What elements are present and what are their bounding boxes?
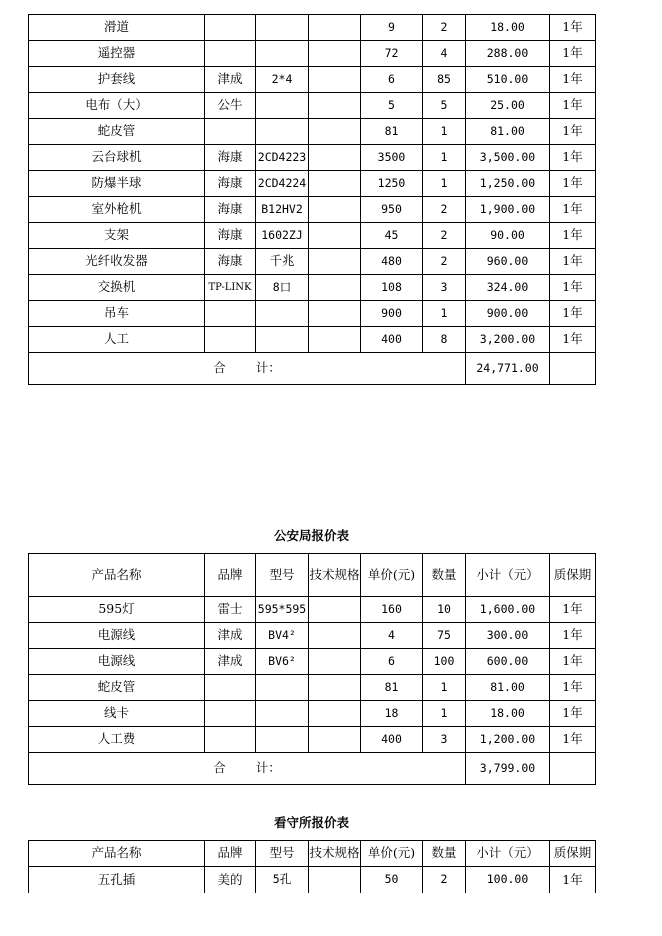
- police-quote-table: [28, 553, 596, 785]
- table-row: [29, 275, 596, 301]
- cell-qty: 1: [423, 119, 466, 145]
- cell-warranty: 1年: [550, 675, 596, 701]
- cell-price: 6: [361, 67, 423, 93]
- cell-warranty: 1年: [550, 727, 596, 753]
- table-row: [29, 701, 596, 727]
- cell-warranty: 1年: [550, 301, 596, 327]
- cell-price: 72: [361, 41, 423, 67]
- table-row: [29, 867, 596, 893]
- cell-name: 五孔插: [29, 867, 205, 893]
- cell-name: 人工: [29, 327, 205, 353]
- cell-qty: 2: [423, 223, 466, 249]
- cell-warranty: 1年: [550, 197, 596, 223]
- column-header-brand: 品牌: [205, 554, 256, 597]
- cell-spec: [309, 67, 361, 93]
- cell-brand: 美的: [205, 867, 256, 893]
- cell-model: 1602ZJ: [256, 223, 309, 249]
- table-row: [29, 675, 596, 701]
- column-header-spec: 技术规格: [309, 554, 361, 597]
- cell-subtotal: 81.00: [466, 675, 550, 701]
- cell-qty: 8: [423, 327, 466, 353]
- cell-brand: 海康: [205, 223, 256, 249]
- cell-warranty: 1年: [550, 145, 596, 171]
- cell-qty: 3: [423, 275, 466, 301]
- cell-spec: [309, 275, 361, 301]
- cell-model: [256, 301, 309, 327]
- cell-brand: [205, 41, 256, 67]
- total-label: [29, 753, 466, 785]
- column-header-spec: 技术规格: [309, 841, 361, 867]
- table-body: [29, 841, 596, 893]
- cell-model: 千兆: [256, 249, 309, 275]
- cell-model: 5孔: [256, 867, 309, 893]
- cell-spec: [309, 93, 361, 119]
- total-empty-cell: [550, 753, 596, 785]
- cell-warranty: 1年: [550, 171, 596, 197]
- cell-spec: [309, 119, 361, 145]
- table-body: [29, 15, 596, 385]
- column-header-model: 型号: [256, 554, 309, 597]
- cell-warranty: 1年: [550, 701, 596, 727]
- cell-subtotal: 100.00: [466, 867, 550, 893]
- table-row: [29, 327, 596, 353]
- cell-brand: 海康: [205, 249, 256, 275]
- cell-subtotal: 324.00: [466, 275, 550, 301]
- cell-price: 4: [361, 623, 423, 649]
- cell-spec: [309, 675, 361, 701]
- cell-price: 50: [361, 867, 423, 893]
- header-row: [29, 841, 596, 867]
- cell-subtotal: 1,200.00: [466, 727, 550, 753]
- cell-name: 光纤收发器: [29, 249, 205, 275]
- column-header-warranty: 质保期: [550, 841, 596, 867]
- column-header-price: 单价(元): [361, 841, 423, 867]
- cell-model: 2*4: [256, 67, 309, 93]
- cell-brand: 海康: [205, 197, 256, 223]
- cell-subtotal: 3,500.00: [466, 145, 550, 171]
- total-label-a: 合: [213, 360, 226, 376]
- cell-price: 480: [361, 249, 423, 275]
- cell-qty: 2: [423, 249, 466, 275]
- cell-qty: 5: [423, 93, 466, 119]
- detention-quote-table: [28, 840, 596, 893]
- cell-price: 400: [361, 727, 423, 753]
- cell-name: 交换机: [29, 275, 205, 301]
- column-header-qty: 数量: [423, 841, 466, 867]
- cell-name: 蛇皮管: [29, 675, 205, 701]
- cell-qty: 85: [423, 67, 466, 93]
- cell-model: 2CD4224: [256, 171, 309, 197]
- cell-warranty: 1年: [550, 649, 596, 675]
- cell-brand: [205, 701, 256, 727]
- column-header-subtotal: 小计（元）: [466, 841, 550, 867]
- cell-spec: [309, 597, 361, 623]
- cell-brand: 海康: [205, 145, 256, 171]
- total-empty-cell: [550, 353, 596, 385]
- cell-model: [256, 41, 309, 67]
- cell-model: 2CD4223: [256, 145, 309, 171]
- header-row: [29, 554, 596, 597]
- cell-subtotal: 1,250.00: [466, 171, 550, 197]
- cell-price: 400: [361, 327, 423, 353]
- cell-subtotal: 288.00: [466, 41, 550, 67]
- column-header-name: 产品名称: [29, 841, 205, 867]
- cell-qty: 100: [423, 649, 466, 675]
- cell-subtotal: 600.00: [466, 649, 550, 675]
- cell-warranty: 1年: [550, 15, 596, 41]
- table-row: [29, 597, 596, 623]
- cell-qty: 1: [423, 171, 466, 197]
- cell-qty: 1: [423, 701, 466, 727]
- police-quote-title: 公安局报价表: [273, 528, 349, 543]
- table-row: [29, 649, 596, 675]
- total-value: 24,771.00: [466, 353, 550, 385]
- total-label-b: 计：: [255, 760, 281, 776]
- cell-subtotal: 90.00: [466, 223, 550, 249]
- cell-price: 900: [361, 301, 423, 327]
- cell-qty: 4: [423, 41, 466, 67]
- cell-spec: [309, 327, 361, 353]
- cell-name: 吊车: [29, 301, 205, 327]
- column-header-price: 单价(元): [361, 554, 423, 597]
- cell-qty: 1: [423, 145, 466, 171]
- cell-brand: [205, 675, 256, 701]
- cell-spec: [309, 145, 361, 171]
- cell-spec: [309, 41, 361, 67]
- cell-warranty: 1年: [550, 223, 596, 249]
- table-row: [29, 623, 596, 649]
- cell-qty: 2: [423, 197, 466, 223]
- cell-qty: 75: [423, 623, 466, 649]
- cell-name: 线卡: [29, 701, 205, 727]
- cell-model: [256, 675, 309, 701]
- table-row: [29, 41, 596, 67]
- cell-price: 950: [361, 197, 423, 223]
- cell-warranty: 1年: [550, 67, 596, 93]
- cell-name: 电布（大）: [29, 93, 205, 119]
- cell-warranty: 1年: [550, 597, 596, 623]
- cell-warranty: 1年: [550, 41, 596, 67]
- cell-price: 18: [361, 701, 423, 727]
- cell-subtotal: 1,900.00: [466, 197, 550, 223]
- column-header-warranty: 质保期: [550, 554, 596, 597]
- cell-warranty: 1年: [550, 623, 596, 649]
- cell-model: 595*595: [256, 597, 309, 623]
- cell-warranty: 1年: [550, 275, 596, 301]
- cell-name: 人工费: [29, 727, 205, 753]
- cell-subtotal: 3,200.00: [466, 327, 550, 353]
- cell-brand: [205, 119, 256, 145]
- cell-model: [256, 727, 309, 753]
- cell-subtotal: 900.00: [466, 301, 550, 327]
- cell-qty: 1: [423, 301, 466, 327]
- detention-quote-title: 看守所报价表: [273, 815, 349, 830]
- cell-price: 81: [361, 675, 423, 701]
- cell-qty: 3: [423, 727, 466, 753]
- total-label-a: 合: [213, 760, 226, 776]
- cell-brand: [205, 327, 256, 353]
- cell-warranty: 1年: [550, 327, 596, 353]
- cell-name: 滑道: [29, 15, 205, 41]
- table-row: [29, 727, 596, 753]
- cell-spec: [309, 649, 361, 675]
- cell-subtotal: 18.00: [466, 15, 550, 41]
- column-header-brand: 品牌: [205, 841, 256, 867]
- table-row: [29, 15, 596, 41]
- cell-warranty: 1年: [550, 867, 596, 893]
- cell-model: 8口: [256, 275, 309, 301]
- table-body: [29, 554, 596, 785]
- cell-spec: [309, 223, 361, 249]
- cell-subtotal: 960.00: [466, 249, 550, 275]
- total-row: [29, 753, 596, 785]
- table-row: [29, 67, 596, 93]
- cell-price: 160: [361, 597, 423, 623]
- table-row: [29, 301, 596, 327]
- cell-model: BV4²: [256, 623, 309, 649]
- cell-model: BV6²: [256, 649, 309, 675]
- quote-table-continued: [28, 14, 596, 385]
- cell-brand: 津成: [205, 649, 256, 675]
- cell-subtotal: 25.00: [466, 93, 550, 119]
- table-row: [29, 145, 596, 171]
- cell-price: 1250: [361, 171, 423, 197]
- cell-brand: 海康: [205, 171, 256, 197]
- cell-warranty: 1年: [550, 93, 596, 119]
- column-header-name: 产品名称: [29, 554, 205, 597]
- cell-spec: [309, 171, 361, 197]
- cell-warranty: 1年: [550, 249, 596, 275]
- cell-spec: [309, 867, 361, 893]
- cell-price: 6: [361, 649, 423, 675]
- cell-brand: 公牛: [205, 93, 256, 119]
- table-row: [29, 171, 596, 197]
- cell-spec: [309, 701, 361, 727]
- column-header-qty: 数量: [423, 554, 466, 597]
- cell-name: 595灯: [29, 597, 205, 623]
- cell-spec: [309, 15, 361, 41]
- cell-name: 防爆半球: [29, 171, 205, 197]
- cell-qty: 10: [423, 597, 466, 623]
- cell-model: [256, 327, 309, 353]
- cell-price: 108: [361, 275, 423, 301]
- column-header-subtotal: 小计（元）: [466, 554, 550, 597]
- cell-brand: TP-LINK: [205, 275, 256, 301]
- cell-model: B12HV2: [256, 197, 309, 223]
- cell-spec: [309, 301, 361, 327]
- cell-price: 3500: [361, 145, 423, 171]
- cell-name: 电源线: [29, 623, 205, 649]
- cell-brand: 津成: [205, 67, 256, 93]
- table-row: [29, 119, 596, 145]
- cell-subtotal: 510.00: [466, 67, 550, 93]
- cell-subtotal: 18.00: [466, 701, 550, 727]
- cell-model: [256, 93, 309, 119]
- cell-spec: [309, 727, 361, 753]
- cell-spec: [309, 249, 361, 275]
- cell-price: 81: [361, 119, 423, 145]
- cell-spec: [309, 197, 361, 223]
- cell-subtotal: 81.00: [466, 119, 550, 145]
- table-row: [29, 93, 596, 119]
- total-row: [29, 353, 596, 385]
- cell-name: 云台球机: [29, 145, 205, 171]
- cell-name: 室外枪机: [29, 197, 205, 223]
- total-value: 3,799.00: [466, 753, 550, 785]
- cell-model: [256, 119, 309, 145]
- cell-qty: 1: [423, 675, 466, 701]
- cell-qty: 2: [423, 867, 466, 893]
- cell-name: 蛇皮管: [29, 119, 205, 145]
- cell-brand: [205, 15, 256, 41]
- column-header-model: 型号: [256, 841, 309, 867]
- cell-price: 9: [361, 15, 423, 41]
- table-row: [29, 223, 596, 249]
- cell-name: 支架: [29, 223, 205, 249]
- cell-brand: [205, 727, 256, 753]
- cell-subtotal: 300.00: [466, 623, 550, 649]
- cell-name: 护套线: [29, 67, 205, 93]
- cell-price: 45: [361, 223, 423, 249]
- cell-brand: 雷士: [205, 597, 256, 623]
- cell-name: 电源线: [29, 649, 205, 675]
- cell-qty: 2: [423, 15, 466, 41]
- cell-spec: [309, 623, 361, 649]
- total-label: [29, 353, 466, 385]
- cell-brand: 津成: [205, 623, 256, 649]
- cell-warranty: 1年: [550, 119, 596, 145]
- total-label-b: 计：: [255, 360, 281, 376]
- cell-name: 遥控器: [29, 41, 205, 67]
- cell-price: 5: [361, 93, 423, 119]
- cell-brand: [205, 301, 256, 327]
- table-row: [29, 249, 596, 275]
- cell-model: [256, 701, 309, 727]
- cell-subtotal: 1,600.00: [466, 597, 550, 623]
- cell-model: [256, 15, 309, 41]
- table-row: [29, 197, 596, 223]
